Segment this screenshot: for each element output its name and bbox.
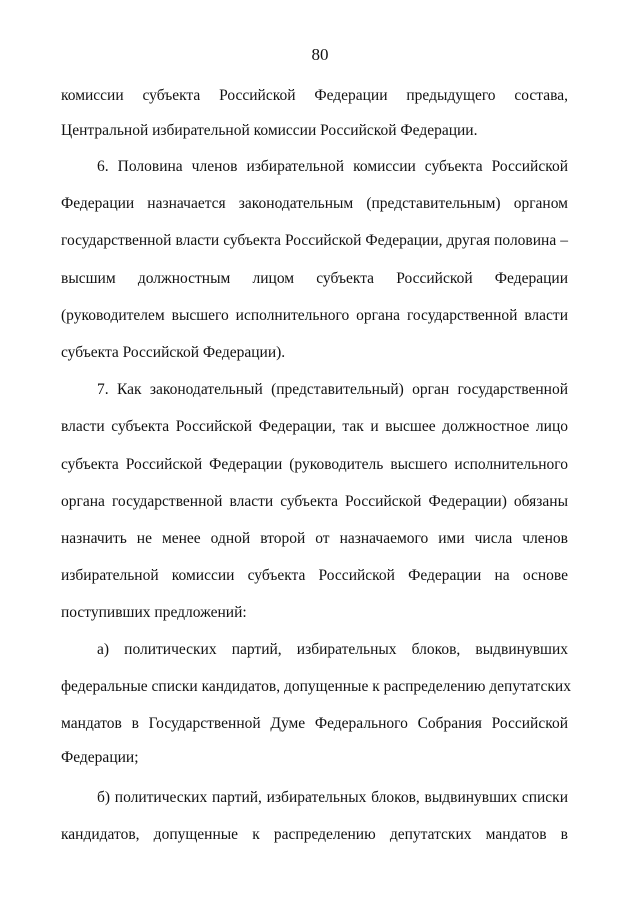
text-line: кандидатов, допущенные к распределению депутатских мандатов в [61,826,568,843]
text-line: государственной власти субъекта Российской Федерации, другая половина – [61,232,568,249]
text-line: избирательной комиссии субъекта Российской Федерации на основе [61,567,568,584]
item-a-first-line: а) политических партий, избирательных блоков, выдвинувших [97,641,568,658]
text-line: (руководителем высшего исполнительного органа государственной власти [61,307,568,324]
text-line: назначить не менее одной второй от назначаемого ими числа членов [61,530,568,547]
text-line: органа государственной власти субъекта Российской Федерации) обязаны [61,493,568,510]
text-line: Центральной избирательной комиссии Российской Федерации. [61,122,478,139]
text-line: власти субъекта Российской Федерации, так и высшее должностное лицо [61,418,568,435]
paragraph-7-first-line: 7. Как законодательный (представительный) орган государственной [97,381,568,398]
text-line: федеральные списки кандидатов, допущенные к распределению депутатских [61,678,571,695]
text-line: поступивших предложений: [61,604,247,621]
text-line: Федерации; [61,749,139,766]
text-line: высшим должностным лицом субъекта Российской Федерации [61,270,568,287]
text-line: субъекта Российской Федерации (руководитель высшего исполнительного [61,456,568,473]
text-line: субъекта Российской Федерации). [61,344,286,361]
text-line: Федерации назначается законодательным (представительным) органом [61,195,568,212]
paragraph-6-first-line: 6. Половина членов избирательной комиссии субъекта Российской [97,158,568,175]
text-line: комиссии субъекта Российской Федерации предыдущего состава, [61,87,568,104]
page-number: 80 [311,45,329,64]
item-b-first-line: б) политических партий, избирательных блоков, выдвинувших списки [97,789,568,806]
text-line: мандатов в Государственной Думе Федерального Собрания Российской [61,715,568,732]
